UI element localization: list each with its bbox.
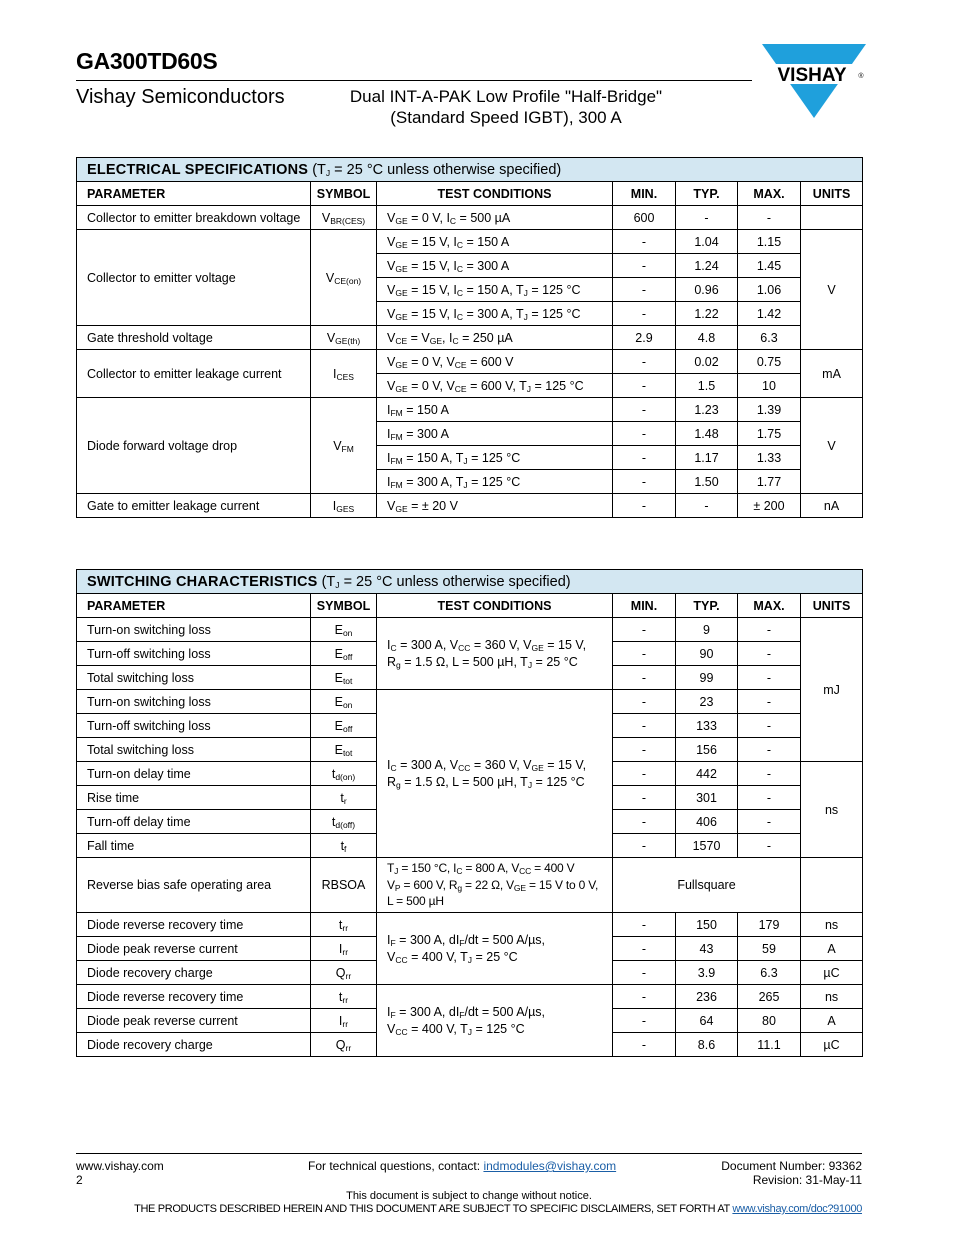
min-cell: - <box>613 961 676 985</box>
min-cell: - <box>613 422 676 446</box>
conditions-cell: $V_{GE} = 0$ V, $V_{CE} = 600$ V, $T_J = 125$ °C <box>377 374 613 398</box>
max-cell: 1.42 <box>738 302 801 326</box>
parameter-cell: Turn-on delay time <box>77 762 311 786</box>
table-row <box>77 206 863 230</box>
max-cell: 1.06 <box>738 278 801 302</box>
symbol-cell: $V_{BR(CES)}$ <box>311 206 377 230</box>
max-cell: 80 <box>738 1009 801 1033</box>
typ-cell: - <box>676 494 738 518</box>
min-cell: - <box>613 302 676 326</box>
max-cell: - <box>738 690 801 714</box>
typ-cell: 156 <box>676 738 738 762</box>
table-row <box>77 858 863 913</box>
typ-cell: - <box>676 206 738 230</box>
typ-cell: 1570 <box>676 834 738 858</box>
symbol-cell: $t_{rr}$ <box>311 985 377 1009</box>
typ-cell: 1.22 <box>676 302 738 326</box>
document-subtitle <box>318 86 694 128</box>
parameter-cell: Total switching loss <box>77 666 311 690</box>
max-cell: 1.39 <box>738 398 801 422</box>
min-cell: 2.9 <box>613 326 676 350</box>
units-cell: nA <box>801 494 863 518</box>
typ-cell: 3.9 <box>676 961 738 985</box>
min-cell: - <box>613 786 676 810</box>
parameter-cell: Turn-on switching loss <box>77 690 311 714</box>
typ-cell: 90 <box>676 642 738 666</box>
switching-characteristics-table <box>76 569 863 1057</box>
min-cell: - <box>613 374 676 398</box>
max-cell: - <box>738 714 801 738</box>
header-divider <box>76 80 752 81</box>
max-cell: 1.33 <box>738 446 801 470</box>
parameter-cell: Diode reverse recovery time <box>77 913 311 937</box>
conditions-cell: $I_{FM} = 150$ A, $T_J = 125$ °C <box>377 446 613 470</box>
typ-cell: 99 <box>676 666 738 690</box>
column-header-units: UNITS <box>801 182 863 206</box>
symbol-cell: $t_{d(on)}$ <box>311 762 377 786</box>
units-cell: V <box>801 398 863 494</box>
typ-cell: 43 <box>676 937 738 961</box>
column-header-typ: TYP. <box>676 594 738 618</box>
typ-cell: 8.6 <box>676 1033 738 1057</box>
symbol-cell: $E_{off}$ <box>311 714 377 738</box>
column-header-test-conditions: TEST CONDITIONS <box>377 182 613 206</box>
symbol-cell: $I_{rr}$ <box>311 1009 377 1033</box>
typ-cell: 1.5 <box>676 374 738 398</box>
max-cell: 11.1 <box>738 1033 801 1057</box>
typ-cell: 0.96 <box>676 278 738 302</box>
conditions-cell: $V_{GE} = 0$ V, $I_C = 500$ µA <box>377 206 613 230</box>
table-title-row <box>77 158 863 182</box>
parameter-cell: Collector to emitter leakage current <box>77 350 311 398</box>
min-cell: - <box>613 470 676 494</box>
typ-cell: 442 <box>676 762 738 786</box>
column-header-typ: TYP. <box>676 182 738 206</box>
min-cell: 600 <box>613 206 676 230</box>
symbol-cell: $V_{FM}$ <box>311 398 377 494</box>
logo-text: VISHAY <box>777 65 847 86</box>
parameter-cell: Turn-off delay time <box>77 810 311 834</box>
min-cell: - <box>613 618 676 642</box>
parameter-cell: Total switching loss <box>77 738 311 762</box>
table-row <box>77 913 863 937</box>
max-cell: 0.75 <box>738 350 801 374</box>
symbol-cell: $t_{rr}$ <box>311 913 377 937</box>
disclaimer-text: THE PRODUCTS DESCRIBED HEREIN AND THIS DOCUMENT ARE SUBJECT TO SPECIFIC DISCLAIMERS, SET FORTH AT <box>134 1203 730 1215</box>
revision-date: Revision: 31-May-11 <box>752 1173 862 1187</box>
rbsoa-value-cell: Fullsquare <box>613 858 801 913</box>
max-cell: 6.3 <box>738 961 801 985</box>
subtitle-line-2: (Standard Speed IGBT), 300 A <box>390 108 622 127</box>
min-cell: - <box>613 985 676 1009</box>
parameter-cell: Gate threshold voltage <box>77 326 311 350</box>
symbol-cell: $E_{off}$ <box>311 642 377 666</box>
table-title: ELECTRICAL SPECIFICATIONS ($T_J = 25$ °C unless otherwise specified) <box>77 158 863 182</box>
max-cell: 1.75 <box>738 422 801 446</box>
max-cell: - <box>738 618 801 642</box>
units-cell: ns <box>801 985 863 1009</box>
units-cell: µC <box>801 961 863 985</box>
min-cell: - <box>613 230 676 254</box>
column-header-max: MAX. <box>738 182 801 206</box>
conditions-cell: $V_{GE} = 15$ V, $I_C = 300$ A <box>377 254 613 278</box>
conditions-cell: $I_{FM} = 300$ A, $T_J = 125$ °C <box>377 470 613 494</box>
conditions-cell: $V_{GE} = 0$ V, $V_{CE} = 600$ V <box>377 350 613 374</box>
max-cell: - <box>738 738 801 762</box>
conditions-cell: $V_{CE} = V_{GE}$, $I_C = 250$ µA <box>377 326 613 350</box>
symbol-cell: $E_{tot}$ <box>311 738 377 762</box>
min-cell: - <box>613 494 676 518</box>
symbol-cell: $I_{GES}$ <box>311 494 377 518</box>
table-row <box>77 398 863 422</box>
max-cell: - <box>738 642 801 666</box>
units-cell: mA <box>801 350 863 398</box>
conditions-cell: $V_{GE} = 15$ V, $I_C = 150$ A, $T_J = 125$ °C <box>377 278 613 302</box>
typ-cell: 406 <box>676 810 738 834</box>
max-cell: ± 200 <box>738 494 801 518</box>
symbol-cell: $t_r$ <box>311 786 377 810</box>
typ-cell: 9 <box>676 618 738 642</box>
units-cell: ns <box>801 762 863 858</box>
min-cell: - <box>613 446 676 470</box>
column-header-symbol: SYMBOL <box>311 594 377 618</box>
parameter-cell: Turn-off switching loss <box>77 714 311 738</box>
typ-cell: 150 <box>676 913 738 937</box>
column-header-min: MIN. <box>613 182 676 206</box>
max-cell: - <box>738 786 801 810</box>
parameter-cell: Rise time <box>77 786 311 810</box>
typ-cell: 1.17 <box>676 446 738 470</box>
units-cell: ns <box>801 913 863 937</box>
min-cell: - <box>613 642 676 666</box>
units-cell: V <box>801 230 863 350</box>
parameter-cell: Diode forward voltage drop <box>77 398 311 494</box>
header-row <box>77 594 863 618</box>
parameter-cell: Diode peak reverse current <box>77 937 311 961</box>
page-number: 2 <box>76 1173 83 1187</box>
contact-email-link[interactable]: indmodules@vishay.com <box>483 1159 617 1173</box>
symbol-cell: $I_{rr}$ <box>311 937 377 961</box>
units-cell <box>801 206 863 230</box>
conditions-cell: $I_{FM} = 150$ A <box>377 398 613 422</box>
symbol-cell: $E_{on}$ <box>311 690 377 714</box>
min-cell: - <box>613 278 676 302</box>
column-header-symbol: SYMBOL <box>311 182 377 206</box>
units-cell: mJ <box>801 618 863 762</box>
symbol-cell: $I_{CES}$ <box>311 350 377 398</box>
parameter-cell: Collector to emitter breakdown voltage <box>77 206 311 230</box>
min-cell: - <box>613 254 676 278</box>
min-cell: - <box>613 937 676 961</box>
min-cell: - <box>613 1033 676 1057</box>
symbol-cell: $Q_{rr}$ <box>311 961 377 985</box>
part-number: GA300TD60S <box>76 48 218 74</box>
min-cell: - <box>613 714 676 738</box>
table-row <box>77 230 863 254</box>
symbol-cell: $t_{d(off)}$ <box>311 810 377 834</box>
logo-registered-mark: ® <box>858 73 864 80</box>
min-cell: - <box>613 666 676 690</box>
parameter-cell: Gate to emitter leakage current <box>77 494 311 518</box>
parameter-cell: Diode reverse recovery time <box>77 985 311 1009</box>
disclaimer-link[interactable]: www.vishay.com/doc?91000 <box>732 1203 862 1215</box>
typ-cell: 23 <box>676 690 738 714</box>
units-cell: µC <box>801 1033 863 1057</box>
units-cell: A <box>801 937 863 961</box>
max-cell: 1.45 <box>738 254 801 278</box>
max-cell: 59 <box>738 937 801 961</box>
document-number: Document Number: 93362 <box>721 1159 862 1173</box>
min-cell: - <box>613 834 676 858</box>
conditions-cell: $I_{FM} = 300$ A <box>377 422 613 446</box>
table-title: SWITCHING CHARACTERISTICS ($T_J = 25$ °C unless otherwise specified) <box>77 570 863 594</box>
max-cell: - <box>738 206 801 230</box>
max-cell: 6.3 <box>738 326 801 350</box>
company-name: Vishay Semiconductors <box>76 86 285 108</box>
min-cell: - <box>613 810 676 834</box>
parameter-cell: Reverse bias safe operating area <box>77 858 311 913</box>
column-header-parameter: PARAMETER <box>77 182 311 206</box>
vishay-logo <box>762 42 866 120</box>
max-cell: 10 <box>738 374 801 398</box>
typ-cell: 1.04 <box>676 230 738 254</box>
conditions-cell: $V_{GE}$ = ± 20 V <box>377 494 613 518</box>
column-header-test-conditions: TEST CONDITIONS <box>377 594 613 618</box>
units-cell <box>801 858 863 913</box>
conditions-cell: $T_J = 150$ °C, $I_C = 800$ A, $V_{CC} = 400$ V $V_P = 600$ V, $R_g = 22$ Ω, $V_{GE} = 15$ V to 0 V, L = 500 µH <box>377 858 613 913</box>
table-row <box>77 985 863 1009</box>
table-title-row <box>77 570 863 594</box>
min-cell: - <box>613 350 676 374</box>
min-cell: - <box>613 398 676 422</box>
header-row <box>77 182 863 206</box>
symbol-cell: $E_{tot}$ <box>311 666 377 690</box>
parameter-cell: Fall time <box>77 834 311 858</box>
column-header-max: MAX. <box>738 594 801 618</box>
column-header-units: UNITS <box>801 594 863 618</box>
column-header-parameter: PARAMETER <box>77 594 311 618</box>
subtitle-line-1: Dual INT-A-PAK Low Profile "Half-Bridge" <box>349 87 663 106</box>
min-cell: - <box>613 762 676 786</box>
conditions-cell: $I_F = 300$ A, $dI_F/dt = 500$ A/µs, $V_{CC} = 400$ V, $T_J = 25$ °C <box>377 913 613 985</box>
max-cell: - <box>738 666 801 690</box>
max-cell: 265 <box>738 985 801 1009</box>
table-row <box>77 690 863 714</box>
conditions-cell: $V_{GE} = 15$ V, $I_C = 150$ A <box>377 230 613 254</box>
change-notice: This document is subject to change without notice. <box>346 1190 592 1202</box>
contact-label: For technical questions, contact: <box>308 1159 481 1173</box>
parameter-cell: Turn-off switching loss <box>77 642 311 666</box>
parameter-cell: Diode recovery charge <box>77 1033 311 1057</box>
min-cell: - <box>613 1009 676 1033</box>
max-cell: - <box>738 834 801 858</box>
typ-cell: 64 <box>676 1009 738 1033</box>
footer-website: www.vishay.com <box>76 1159 164 1173</box>
table-row <box>77 618 863 642</box>
symbol-cell: $V_{CE(on)}$ <box>311 230 377 326</box>
typ-cell: 133 <box>676 714 738 738</box>
max-cell: - <box>738 810 801 834</box>
typ-cell: 4.8 <box>676 326 738 350</box>
typ-cell: 0.02 <box>676 350 738 374</box>
typ-cell: 1.50 <box>676 470 738 494</box>
typ-cell: 236 <box>676 985 738 1009</box>
disclaimer <box>76 1203 862 1215</box>
conditions-cell: $I_C = 300$ A, $V_{CC} = 360$ V, $V_{GE} = 15$ V, $R_g = 1.5$ Ω, L = 500 µH, $T_J = 25$ °C <box>377 618 613 690</box>
electrical-specifications-table <box>76 157 863 518</box>
table-row <box>77 350 863 374</box>
symbol-cell: $V_{GE(th)}$ <box>311 326 377 350</box>
min-cell: - <box>613 690 676 714</box>
parameter-cell: Diode peak reverse current <box>77 1009 311 1033</box>
symbol-cell: $t_f$ <box>311 834 377 858</box>
parameter-cell: Turn-on switching loss <box>77 618 311 642</box>
typ-cell: 301 <box>676 786 738 810</box>
table-row <box>77 494 863 518</box>
typ-cell: 1.48 <box>676 422 738 446</box>
conditions-cell: $V_{GE} = 15$ V, $I_C = 300$ A, $T_J = 125$ °C <box>377 302 613 326</box>
parameter-cell: Collector to emitter voltage <box>77 230 311 326</box>
table-row <box>77 326 863 350</box>
symbol-cell: $Q_{rr}$ <box>311 1033 377 1057</box>
max-cell: 1.15 <box>738 230 801 254</box>
symbol-cell: $E_{on}$ <box>311 618 377 642</box>
typ-cell: 1.24 <box>676 254 738 278</box>
max-cell: 179 <box>738 913 801 937</box>
units-cell: A <box>801 1009 863 1033</box>
footer-divider <box>76 1153 862 1154</box>
conditions-cell: $I_C = 300$ A, $V_{CC} = 360$ V, $V_{GE} = 15$ V, $R_g = 1.5$ Ω, L = 500 µH, $T_J = 125$ °C <box>377 690 613 858</box>
footer-contact <box>308 1159 616 1173</box>
max-cell: - <box>738 762 801 786</box>
symbol-cell: RBSOA <box>311 858 377 913</box>
min-cell: - <box>613 913 676 937</box>
min-cell: - <box>613 738 676 762</box>
typ-cell: 1.23 <box>676 398 738 422</box>
conditions-cell: $I_F = 300$ A, $dI_F/dt = 500$ A/µs, $V_{CC} = 400$ V, $T_J = 125$ °C <box>377 985 613 1057</box>
column-header-min: MIN. <box>613 594 676 618</box>
parameter-cell: Diode recovery charge <box>77 961 311 985</box>
max-cell: 1.77 <box>738 470 801 494</box>
